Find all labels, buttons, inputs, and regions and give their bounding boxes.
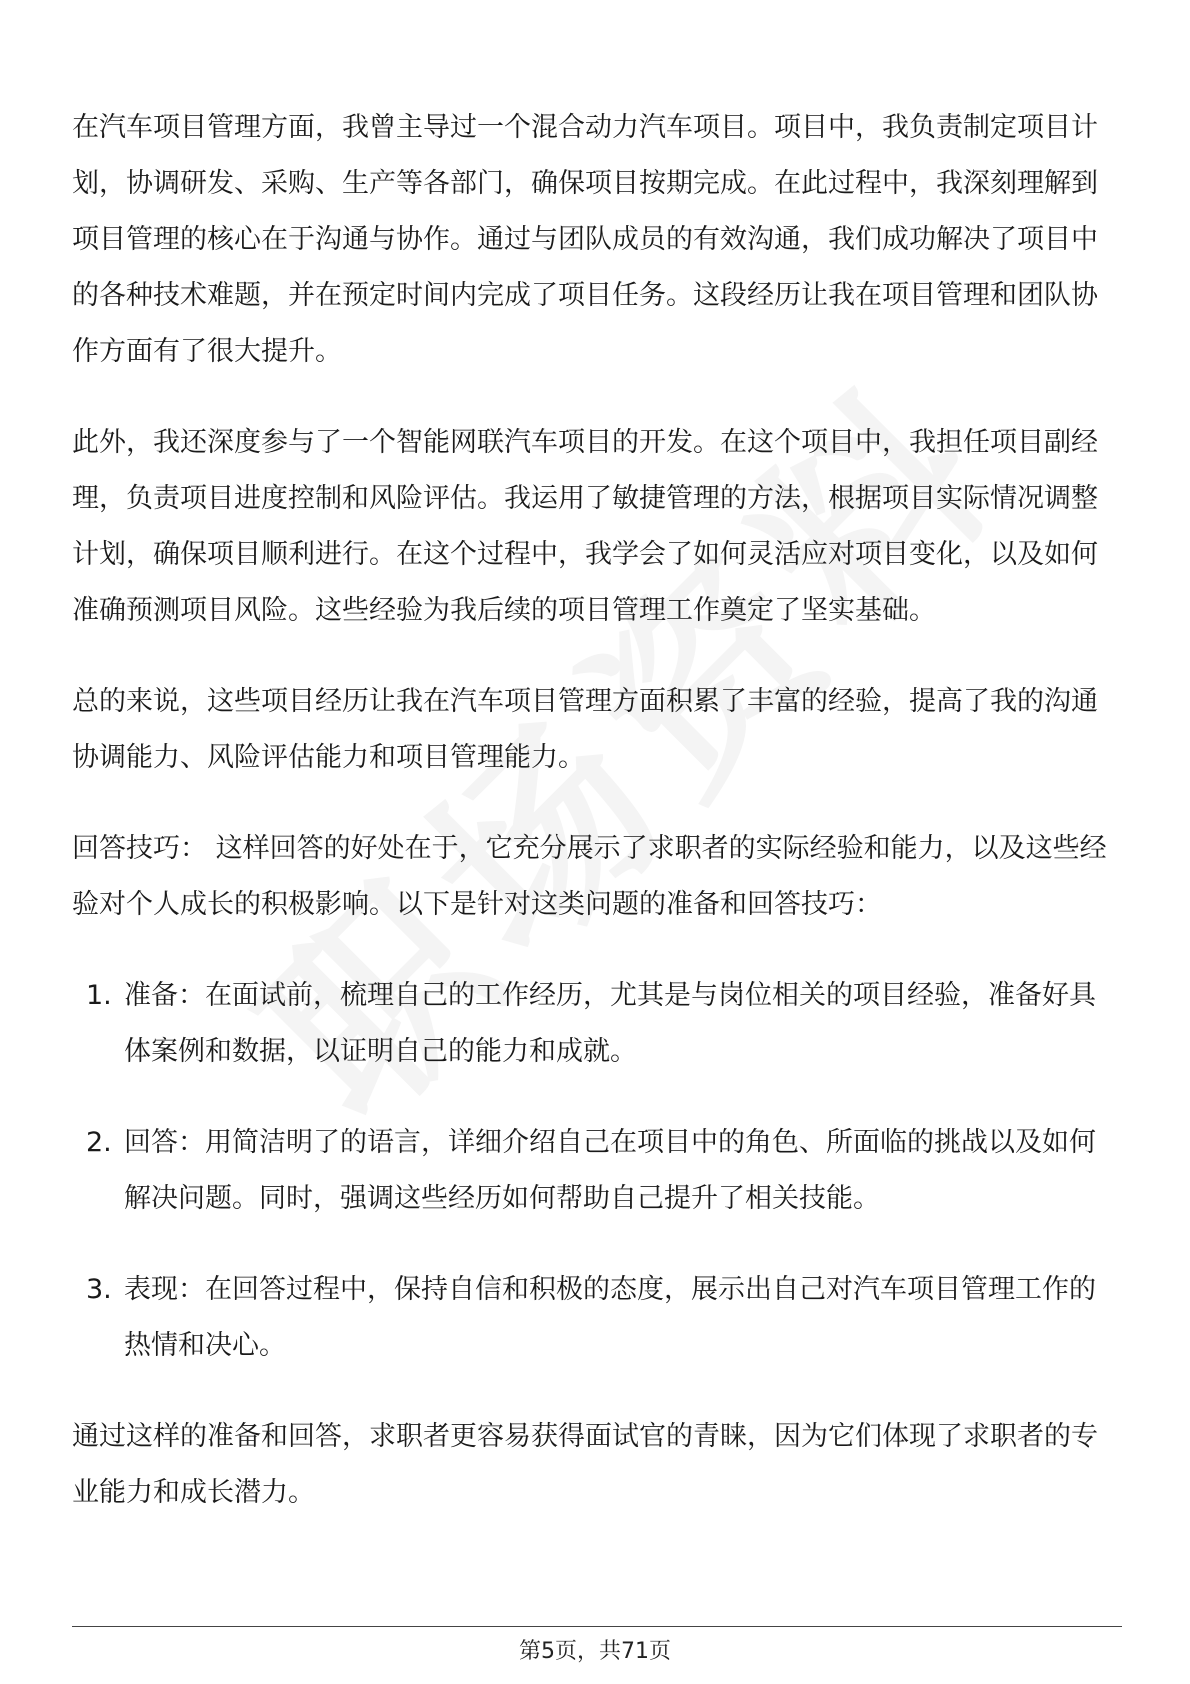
- page-number: 第5页，共71页: [519, 1639, 671, 1664]
- list-item: [72, 1115, 1122, 1227]
- paragraph-3: 总的来说，这些项目经历让我在汽车项目管理方面积累了丰富的经验，提高了我的沟通协调能力、风险评估能力和项目管理能力。: [72, 686, 1098, 773]
- paragraph-2: 此外，我还深度参与了一个智能网联汽车项目的开发。在这个项目中，我担任项目副经理，负责项目进度控制和风险评估。我运用了敏捷管理的方法，根据项目实际情况调整计划，确保项目顺利进行。在这个过程中，我学会了如何灵活应对项目变化，以及如何准确预测项目风险。这些经验为我后续的项目管理工作奠定了坚实基础。: [72, 427, 1098, 626]
- list-item-text: 准备：在面试前，梳理自己的工作经历，尤其是与岗位相关的项目经验，准备好具体案例和数据，以证明自己的能力和成就。: [124, 980, 1096, 1067]
- list-item-text: 回答：用简洁明了的语言，详细介绍自己在项目中的角色、所面临的挑战以及如何解决问题。同时，强调这些经历如何帮助自己提升了相关技能。: [124, 1127, 1096, 1214]
- list-number: 1.: [86, 980, 112, 1011]
- list-item: [72, 1262, 1122, 1374]
- list-item-text: 表现：在回答过程中，保持自信和积极的态度，展示出自己对汽车项目管理工作的热情和决心。: [124, 1274, 1096, 1361]
- tips-list: [72, 968, 1122, 1374]
- list-number: 2.: [86, 1127, 112, 1158]
- answer-tips-intro: 回答技巧： 这样回答的好处在于，它充分展示了求职者的实际经验和能力，以及这些经验对个人成长的积极影响。以下是针对这类问题的准备和回答技巧：: [72, 833, 1107, 920]
- closing-paragraph: 通过这样的准备和回答，求职者更容易获得面试官的青睐，因为它们体现了求职者的专业能力和成长潜力。: [72, 1421, 1098, 1508]
- list-number: 3.: [86, 1274, 112, 1305]
- footer-divider: [72, 1626, 1122, 1627]
- paragraph-1: 在汽车项目管理方面，我曾主导过一个混合动力汽车项目。项目中，我负责制定项目计划，协调研发、采购、生产等各部门，确保项目按期完成。在此过程中，我深刻理解到项目管理的核心在于沟通与协作。通过与团队成员的有效沟通，我们成功解决了项目中的各种技术难题，并在预定时间内完成了项目任务。这段经历让我在项目管理和团队协作方面有了很大提升。: [72, 112, 1098, 367]
- list-item: [72, 968, 1122, 1080]
- page-content: [72, 100, 1122, 1556]
